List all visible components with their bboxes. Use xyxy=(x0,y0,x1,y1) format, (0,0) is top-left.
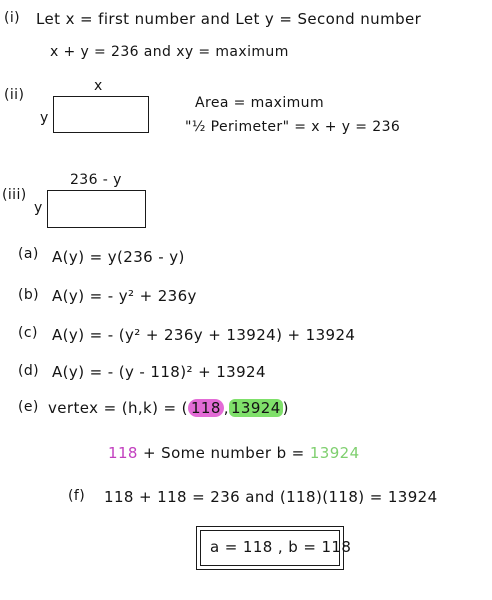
step-b-label: (b) xyxy=(18,287,40,303)
rect2-top-label: 236 - y xyxy=(70,172,122,188)
vertex-k-highlight: 13924 xyxy=(230,399,281,417)
half-perimeter-line: "½ Perimeter" = x + y = 236 xyxy=(185,119,401,135)
part-i-label: (i) xyxy=(4,10,21,26)
area-line: Area = maximum xyxy=(195,95,324,111)
final-answer: a = 118 , b = 118 xyxy=(210,538,352,556)
sum-middle-text: + Some number b = xyxy=(143,444,305,462)
sum-statement xyxy=(108,444,360,462)
constraint-line: x + y = 236 and xy = maximum xyxy=(50,44,289,60)
step-f-label: (f) xyxy=(68,488,86,504)
step-a-equation: A(y) = y(236 - y) xyxy=(52,248,185,266)
vertex-h-highlight: 118 xyxy=(188,399,224,417)
vertex-prefix: vertex = (h,k) = ( xyxy=(48,399,188,417)
step-a-label: (a) xyxy=(18,246,39,262)
rect2-side-label: y xyxy=(34,200,43,216)
definition-line: Let x = first number and Let y = Second number xyxy=(36,10,422,28)
rectangle-diagram-2 xyxy=(47,190,146,228)
vertex-separator: , xyxy=(223,399,229,417)
vertex-equation xyxy=(48,399,289,417)
green-value: 13924 xyxy=(309,444,360,462)
part-ii-label: (ii) xyxy=(4,87,25,103)
step-b-equation: A(y) = - y² + 236y xyxy=(52,287,197,305)
rect1-side-label: y xyxy=(40,110,49,126)
vertex-suffix: ) xyxy=(282,399,289,417)
rect1-top-label: x xyxy=(94,78,103,94)
part-iii-label: (iii) xyxy=(2,187,27,203)
step-d-label: (d) xyxy=(18,363,40,379)
step-e-label: (e) xyxy=(18,399,39,415)
step-c-label: (c) xyxy=(18,325,38,341)
pink-value: 118 xyxy=(108,444,138,462)
rectangle-diagram-1 xyxy=(53,96,149,133)
step-f-equation: 118 + 118 = 236 and (118)(118) = 13924 xyxy=(104,488,438,506)
step-c-equation: A(y) = - (y² + 236y + 13924) + 13924 xyxy=(52,326,356,344)
step-d-equation: A(y) = - (y - 118)² + 13924 xyxy=(52,363,266,381)
